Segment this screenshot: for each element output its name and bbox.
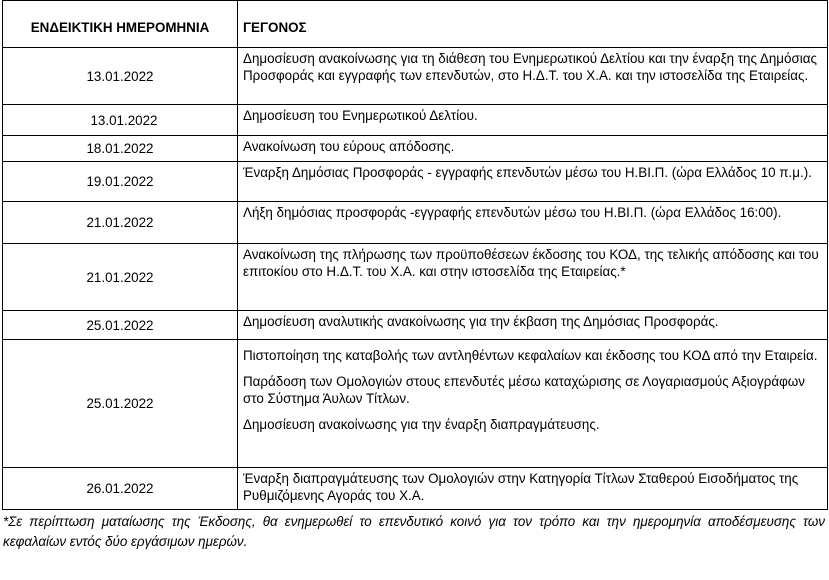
- row-date: 19.01.2022: [3, 162, 238, 202]
- row-date: 21.01.2022: [3, 244, 238, 311]
- table-row: [3, 162, 828, 202]
- table-row: [3, 340, 828, 468]
- table-row: [3, 468, 828, 510]
- row-event: [238, 105, 828, 136]
- row-date: 25.01.2022: [3, 311, 238, 340]
- event-text: Δημοσίευση ανακοίνωσης για τη διάθεση του Ενημερωτικού Δελτίου και την έναρξη της Δημόσιας Προσφοράς και εγγραφής των επενδυτών, στο Η.Δ.Τ. του Χ.Α. και την ιστοσελίδα της Εταιρείας.: [243, 51, 817, 83]
- row-event: [238, 202, 828, 244]
- event-text: Ανακοίνωση του εύρους απόδοσης.: [243, 139, 455, 154]
- row-event: [238, 311, 828, 340]
- table-row: [3, 202, 828, 244]
- header-date: ΕΝΔΕΙΚΤΙΚΗ ΗΜΕΡΟΜΗΝΙΑ: [3, 1, 238, 48]
- row-event: [238, 48, 828, 105]
- table-row: [3, 311, 828, 340]
- row-date: 21.01.2022: [3, 202, 238, 244]
- event-text: Έναρξη Δημόσιας Προσφοράς - εγγραφής επενδυτών μέσω του Η.ΒΙ.Π. (ώρα Ελλάδος 10 π.μ.).: [243, 165, 812, 180]
- event-text: Δημοσίευση αναλυτικής ανακοίνωσης για την έκβαση της Δημόσιας Προσφοράς.: [243, 314, 719, 329]
- event-text: Πιστοποίηση της καταβολής των αντληθέντων κεφαλαίων και έκδοσης του ΚΟΔ από την Εταιρεία.: [243, 348, 818, 363]
- row-event: [238, 136, 828, 162]
- table-row: [3, 105, 828, 136]
- table-row: [3, 48, 828, 105]
- header-event: ΓΕΓΟΝΟΣ: [238, 1, 828, 48]
- event-text: Δημοσίευση ανακοίνωσης για την έναρξη διαπραγμάτευσης.: [243, 417, 600, 432]
- footnote: *Σε περίπτωση ματαίωσης της Έκδοσης, θα ενημερωθεί το επενδυτικό κοινό για τον τρόπο και την ημερομηνία αποδέσμευσης των κεφαλαίων εντός δύο εργάσιμων ημερών.: [3, 514, 825, 549]
- row-date: 25.01.2022: [3, 340, 238, 468]
- event-text: Δημοσίευση του Ενημερωτικού Δελτίου.: [243, 108, 478, 123]
- schedule-table: [2, 0, 828, 510]
- row-date: 13.01.2022: [3, 48, 238, 105]
- table-row: [3, 136, 828, 162]
- table-header-row: [3, 1, 828, 48]
- event-text: Έναρξη διαπραγμάτευσης των Ομολογιών στην Κατηγορία Τίτλων Σταθερού Εισοδήματος της Ρυθμιζόμενης Αγοράς του Χ.Α.: [243, 471, 799, 503]
- row-event: [238, 468, 828, 510]
- row-date: 13.01.2022: [3, 105, 238, 136]
- row-event: [238, 340, 828, 468]
- event-text: Παράδοση των Ομολογιών στους επενδυτές μέσω καταχώρισης σε Λογαριασμούς Αξιογράφων στο Σύστημα Άυλων Τίτλων.: [243, 374, 805, 406]
- row-event: [238, 244, 828, 311]
- event-text: Λήξη δημόσιας προσφοράς -εγγραφής επενδυτών μέσω του Η.ΒΙ.Π. (ώρα Ελλάδος 16:00).: [243, 205, 782, 220]
- schedule-document: [2, 0, 827, 552]
- table-row: [3, 244, 828, 311]
- event-text: Ανακοίνωση της πλήρωσης των προϋποθέσεων έκδοσης του ΚΟΔ, της τελικής απόδοσης και του επιτοκίου στο Η.Δ.Τ. του Χ.Α. και στην ιστοσελίδα της Εταιρείας.*: [243, 247, 819, 279]
- row-event: [238, 162, 828, 202]
- row-date: 18.01.2022: [3, 136, 238, 162]
- row-date: 26.01.2022: [3, 468, 238, 510]
